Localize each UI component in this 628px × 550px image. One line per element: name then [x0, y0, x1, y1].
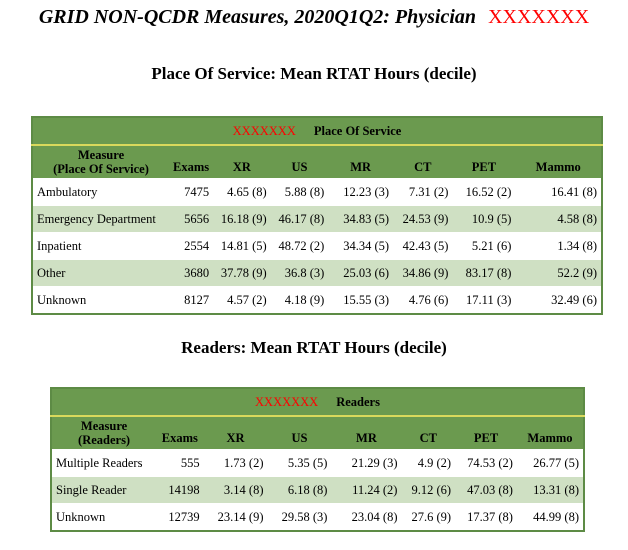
table-cell: 15.55 (3): [328, 287, 393, 315]
column-header-mr: MR: [331, 416, 401, 450]
readers-table: [50, 387, 585, 532]
page-title-text: GRID NON-QCDR Measures, 2020Q1Q2: Physician: [38, 6, 477, 28]
row-label: Emergency Department: [32, 206, 169, 233]
table-cell: 17.37 (8): [455, 504, 517, 532]
table-cell: 42.43 (5): [393, 233, 452, 260]
table-cell: 5.88 (8): [271, 179, 329, 206]
redacted-mark: XXXXXXX: [255, 394, 319, 409]
table-row: [32, 206, 602, 233]
table-row: [32, 260, 602, 287]
column-header-mammo: Mammo: [517, 416, 584, 450]
table-cell: 21.29 (3): [331, 450, 401, 477]
table-cell: 47.03 (8): [455, 477, 517, 504]
table-cell: 9.12 (6): [401, 477, 455, 504]
table-cell: 5.21 (6): [452, 233, 515, 260]
table-cell: 44.99 (8): [517, 504, 584, 532]
table-cell: 24.53 (9): [393, 206, 452, 233]
row-label: Ambulatory: [32, 179, 169, 206]
band-label: Readers: [336, 394, 380, 409]
table-cell: 74.53 (2): [455, 450, 517, 477]
column-header-exams: Exams: [169, 145, 213, 179]
table-cell: 37.78 (9): [213, 260, 271, 287]
table-cell: 5656: [169, 206, 213, 233]
row-label: Inpatient: [32, 233, 169, 260]
table-cell: 48.72 (2): [271, 233, 329, 260]
table-cell: 3.14 (8): [204, 477, 268, 504]
table-cell: 32.49 (6): [515, 287, 602, 315]
place-of-service-table: [31, 116, 603, 315]
table-cell: 12.23 (3): [328, 179, 393, 206]
table-cell: 10.9 (5): [452, 206, 515, 233]
row-label: Unknown: [51, 504, 156, 532]
table-cell: 17.11 (3): [452, 287, 515, 315]
column-header-pet: PET: [452, 145, 515, 179]
table-cell: 34.86 (9): [393, 260, 452, 287]
table-row: [51, 504, 584, 532]
table-row: [32, 233, 602, 260]
table-cell: 29.58 (3): [267, 504, 331, 532]
table-cell: 12739: [156, 504, 203, 532]
table-cell: 5.35 (5): [267, 450, 331, 477]
table-cell: 555: [156, 450, 203, 477]
table-cell: 16.52 (2): [452, 179, 515, 206]
redacted-mark: XXXXXXX: [488, 6, 590, 28]
table-row: [51, 450, 584, 477]
table-cell: 23.14 (9): [204, 504, 268, 532]
table-cell: 25.03 (6): [328, 260, 393, 287]
row-label: Single Reader: [51, 477, 156, 504]
page-title: [0, 6, 628, 29]
table-band-header: [51, 388, 584, 416]
column-header-mr: MR: [328, 145, 393, 179]
table-cell: 14198: [156, 477, 203, 504]
table-cell: 3680: [169, 260, 213, 287]
column-header-exams: Exams: [156, 416, 203, 450]
table-cell: 6.18 (8): [267, 477, 331, 504]
column-header-ct: CT: [393, 145, 452, 179]
section-title-place-of-service: Place Of Service: Mean RTAT Hours (decile): [151, 64, 477, 83]
table-row: [51, 477, 584, 504]
row-label: Unknown: [32, 287, 169, 315]
column-header-mammo: Mammo: [515, 145, 602, 179]
table-cell: 26.77 (5): [517, 450, 584, 477]
table-cell: 36.8 (3): [271, 260, 329, 287]
table-cell: 4.58 (8): [515, 206, 602, 233]
table-cell: 83.17 (8): [452, 260, 515, 287]
column-header-ct: CT: [401, 416, 455, 450]
band-label: Place Of Service: [313, 123, 402, 138]
column-header-us: US: [267, 416, 331, 450]
table-cell: 7.31 (2): [393, 179, 452, 206]
table-cell: 7475: [169, 179, 213, 206]
table-cell: 23.04 (8): [331, 504, 401, 532]
table-cell: 16.18 (9): [213, 206, 271, 233]
table-cell: 1.34 (8): [515, 233, 602, 260]
table-cell: 52.2 (9): [515, 260, 602, 287]
table-cell: 46.17 (8): [271, 206, 329, 233]
row-label: Multiple Readers: [51, 450, 156, 477]
redacted-mark: XXXXXXX: [232, 123, 296, 138]
table-cell: 11.24 (2): [331, 477, 401, 504]
column-header-xr: XR: [204, 416, 268, 450]
table-cell: 8127: [169, 287, 213, 315]
row-label: Other: [32, 260, 169, 287]
table-cell: 14.81 (5): [213, 233, 271, 260]
table-cell: 16.41 (8): [515, 179, 602, 206]
table-cell: 4.57 (2): [213, 287, 271, 315]
column-header-measure: Measure (Place Of Service): [32, 145, 169, 179]
table-cell: 34.34 (5): [328, 233, 393, 260]
column-header-row: [32, 145, 602, 179]
table-row: [32, 179, 602, 206]
column-header-xr: XR: [213, 145, 271, 179]
column-header-pet: PET: [455, 416, 517, 450]
table-cell: 2554: [169, 233, 213, 260]
table-row: [32, 287, 602, 315]
table-cell: 4.76 (6): [393, 287, 452, 315]
section-title-readers: Readers: Mean RTAT Hours (decile): [181, 338, 447, 357]
column-header-measure: Measure (Readers): [51, 416, 156, 450]
table-cell: 27.6 (9): [401, 504, 455, 532]
column-header-us: US: [271, 145, 329, 179]
table-cell: 4.65 (8): [213, 179, 271, 206]
table-cell: 4.18 (9): [271, 287, 329, 315]
table-cell: 4.9 (2): [401, 450, 455, 477]
table-cell: 13.31 (8): [517, 477, 584, 504]
column-header-row: [51, 416, 584, 450]
table-cell: 1.73 (2): [204, 450, 268, 477]
table-cell: 34.83 (5): [328, 206, 393, 233]
table-band-header: [32, 117, 602, 145]
